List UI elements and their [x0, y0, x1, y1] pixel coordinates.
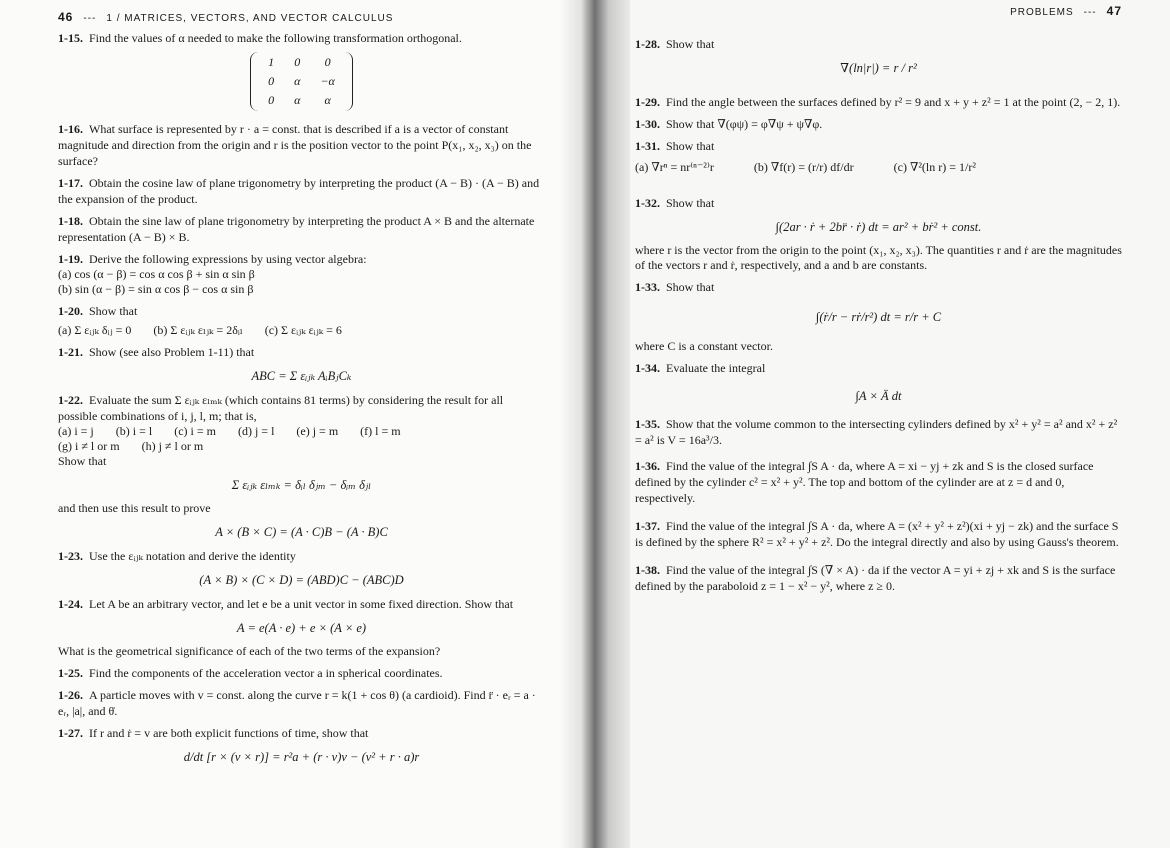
problem-text: A particle moves with v = const. along the curve r = k(1 + cos θ) (a cardioid). Find r̈ · eᵣ = a · eᵣ, |a|, and θ̇. — [58, 688, 536, 718]
header-separator-left: --- — [83, 13, 97, 24]
problem-number: 1-22. — [58, 393, 83, 407]
problem-number: 1-36. — [635, 459, 660, 473]
follow-up-text: where r is the vector from the origin to the point (x₁, x₂, x₃). The quantities r and ṙ are the magnitudes of the vectors r and ṙ, respectively, and a and b are constants. — [635, 243, 1122, 272]
page-number-right: 47 — [1106, 4, 1122, 18]
equation: Σ εᵢⱼₖ εₗₘₖ = δᵢₗ δⱼₘ − δᵢₘ δⱼₗ — [231, 478, 372, 492]
problem-1-26 — [58, 687, 545, 719]
problem-number: 1-37. — [635, 519, 660, 533]
problem-text: Find the values of α needed to make the following transformation orthogonal. — [89, 31, 462, 45]
follow-up-text: What is the geometrical significance of each of the two terms of the expansion? — [58, 644, 441, 658]
problem-1-34 — [635, 360, 1122, 404]
case-item: (f) l = m — [360, 424, 401, 438]
problem-1-15 — [58, 30, 545, 46]
matrix-cell: −α — [320, 74, 335, 88]
equation: A = e(A · e) + e × (A × e) — [236, 621, 367, 635]
matrix-cell: 1 — [268, 55, 275, 69]
header-separator-right: --- — [1083, 7, 1097, 18]
problem-number: 1-21. — [58, 345, 83, 359]
equation: d/dt [r × (v × r)] = r²a + (r · v)v − (v² + r · a)r — [183, 750, 420, 764]
problem-text: Show that — [666, 37, 715, 51]
problem-number: 1-30. — [635, 117, 660, 131]
problem-number: 1-27. — [58, 726, 83, 740]
problem-1-17 — [58, 175, 545, 207]
part-c: (c) Σ εᵢⱼₖ εᵢⱼₖ = 6 — [264, 323, 342, 337]
case-item: (b) i = l — [115, 424, 153, 438]
problem-number: 1-19. — [58, 252, 83, 266]
problem-text: Find the angle between the surfaces defined by r² = 9 and x + y + z² = 1 at the point (2, − 2, 1). — [666, 95, 1121, 109]
case-item: (e) j = m — [296, 424, 339, 438]
follow-up-text: where C is a constant vector. — [635, 339, 773, 353]
prove-text: and then use this result to prove — [58, 501, 211, 515]
problem-number: 1-28. — [635, 37, 660, 51]
problem-1-21 — [58, 344, 545, 384]
problem-number: 1-23. — [58, 549, 83, 563]
problem-1-24 — [58, 596, 545, 659]
problem-1-31 — [635, 138, 1122, 175]
problem-1-23 — [58, 548, 545, 588]
problem-1-20 — [58, 303, 545, 338]
problem-1-35 — [635, 416, 1122, 448]
problem-number: 1-38. — [635, 563, 660, 577]
transformation-matrix — [58, 52, 545, 111]
problem-number: 1-25. — [58, 666, 83, 680]
equation: ABC = Σ εᵢⱼₖ AᵢBⱼCₖ — [251, 369, 352, 383]
problem-number: 1-34. — [635, 361, 660, 375]
problem-number: 1-29. — [635, 95, 660, 109]
part-b: (b) Σ εᵢⱼₖ εₗⱼₖ = 2δᵢₗ — [153, 323, 243, 337]
problem-1-36 — [635, 458, 1122, 506]
problem-number: 1-15. — [58, 31, 83, 45]
problem-text: Find the components of the acceleration vector a in spherical coordinates. — [89, 666, 443, 680]
problem-text: Show that the volume common to the intersecting cylinders defined by x² + y² = a² and x² + z² = a² is V = 16a³/3. — [635, 417, 1118, 447]
equation: ∫(ṙ/r − rṙ/r²) dt = r/r + C — [815, 310, 942, 324]
problem-text: Obtain the sine law of plane trigonometry by interpreting the product A × B and the alternate representation (A − B) × B. — [58, 214, 535, 244]
problem-text: Find the value of the integral ∫S (∇ × A) · da if the vector A = yi + zj + xk and S is the surface defined by the paraboloid z = 1 − x² − y², where z ≥ 0. — [635, 563, 1116, 593]
matrix-cell: 0 — [324, 55, 331, 69]
problem-number: 1-32. — [635, 196, 660, 210]
problem-1-28 — [635, 36, 1122, 76]
problem-number: 1-16. — [58, 122, 83, 136]
part-b: (b) ∇f(r) = (r/r) df/dr — [753, 160, 854, 174]
problem-number: 1-24. — [58, 597, 83, 611]
problem-1-38 — [635, 562, 1122, 594]
problem-text: Show that — [666, 196, 715, 210]
problem-1-33 — [635, 279, 1122, 354]
matrix-cell: 0 — [268, 74, 275, 88]
problem-1-22 — [58, 392, 545, 540]
problem-1-37 — [635, 518, 1122, 550]
part-c: (c) ∇²(ln r) = 1/r² — [893, 160, 976, 174]
problem-text: Use the εᵢⱼₖ notation and derive the identity — [89, 549, 296, 563]
section-label: PROBLEMS — [1010, 7, 1074, 18]
equation: (A × B) × (C × D) = (ABD)C − (ABC)D — [199, 573, 404, 587]
problem-number: 1-26. — [58, 688, 83, 702]
problem-1-16 — [58, 121, 545, 169]
case-item: (d) j = l — [237, 424, 275, 438]
problem-1-27 — [58, 725, 545, 765]
problem-text: Show that — [89, 304, 138, 318]
problem-text: Show (see also Problem 1-11) that — [89, 345, 255, 359]
problem-number: 1-20. — [58, 304, 83, 318]
problem-text: Evaluate the integral — [666, 361, 766, 375]
problem-text: Derive the following expressions by using vector algebra: — [89, 252, 367, 266]
right-running-head — [635, 4, 1122, 18]
problem-1-29 — [635, 94, 1122, 110]
problem-text: Obtain the cosine law of plane trigonometry by interpreting the product (A − B) · (A − B) and the expansion of the product. — [58, 176, 540, 206]
problem-number: 1-33. — [635, 280, 660, 294]
problem-text: Find the value of the integral ∫S A · da, where A = (x² + y² + z²)(xi + yj − zk) and the surface S is defined by the sphere R² = x² + y² + z². Do the integral directly and also by using Gauss's theorem. — [635, 519, 1119, 549]
part-b: (b) sin (α − β) = sin α cos β − cos α sin β — [58, 282, 254, 296]
show-that: Show that — [58, 454, 107, 468]
part-a: (a) ∇rⁿ = nr⁽ⁿ⁻²⁾r — [635, 160, 714, 174]
problem-text: If r and ṙ = v are both explicit functions of time, show that — [89, 726, 369, 740]
case-item: (g) i ≠ l or m — [58, 439, 120, 453]
matrix-cell: α — [294, 74, 301, 88]
problem-number: 1-31. — [635, 139, 660, 153]
chapter-title: 1 / MATRICES, VECTORS, AND VECTOR CALCULUS — [106, 13, 394, 24]
left-running-head — [58, 10, 545, 24]
equation: A × (B × C) = (A · C)B − (A · B)C — [215, 525, 388, 539]
case-item: (c) i = m — [174, 424, 216, 438]
problem-text: Evaluate the sum Σ εᵢⱼₖ εₗₘₖ (which contains 81 terms) by considering the result for all possible combinations of i, j, l, m; that is, — [58, 393, 504, 423]
problem-1-19 — [58, 251, 545, 297]
problem-number: 1-17. — [58, 176, 83, 190]
problem-1-18 — [58, 213, 545, 245]
matrix-cell: 0 — [268, 93, 275, 107]
matrix-cell: α — [294, 93, 301, 107]
problem-number: 1-35. — [635, 417, 660, 431]
problem-number: 1-18. — [58, 214, 83, 228]
matrix-cell: α — [324, 93, 331, 107]
page-number-left: 46 — [58, 10, 74, 24]
right-page — [585, 0, 1170, 848]
problem-1-32 — [635, 195, 1122, 273]
part-a: (a) cos (α − β) = cos α cos β + sin α sin β — [58, 267, 255, 281]
problem-text: What surface is represented by r · a = const. that is described if a is a vector of constant magnitude and direction from the origin and r is the position vector to the point P(x₁, x₂, x₃) on the surface? — [58, 122, 532, 168]
problem-text: Let A be an arbitrary vector, and let e be a unit vector in some fixed direction. Show that — [89, 597, 514, 611]
problem-text: Show that ∇(φψ) = φ∇ψ + ψ∇φ. — [666, 117, 823, 131]
equation: ∫A × Ä dt — [855, 389, 902, 403]
problem-text: Find the value of the integral ∫S A · da, where A = xi − yj + zk and S is the closed surface defined by the cylinder c² = x² + y². The top and bottom of the cylinder are at z = d and 0, respectively. — [635, 459, 1094, 505]
part-a: (a) Σ εᵢⱼₖ δᵢⱼ = 0 — [58, 323, 132, 337]
problem-text: Show that — [666, 139, 715, 153]
case-item: (h) j ≠ l or m — [141, 439, 204, 453]
case-item: (a) i = j — [58, 424, 94, 438]
equation: ∫(2ar · ṙ + 2br̈ · ṙ) dt = ar² + bṙ² + const. — [775, 220, 982, 234]
equation: ∇(ln|r|) = r / r² — [840, 61, 917, 75]
problem-text: Show that — [666, 280, 715, 294]
problem-1-25 — [58, 665, 545, 681]
problem-1-30 — [635, 116, 1122, 132]
matrix-cell: 0 — [294, 55, 301, 69]
